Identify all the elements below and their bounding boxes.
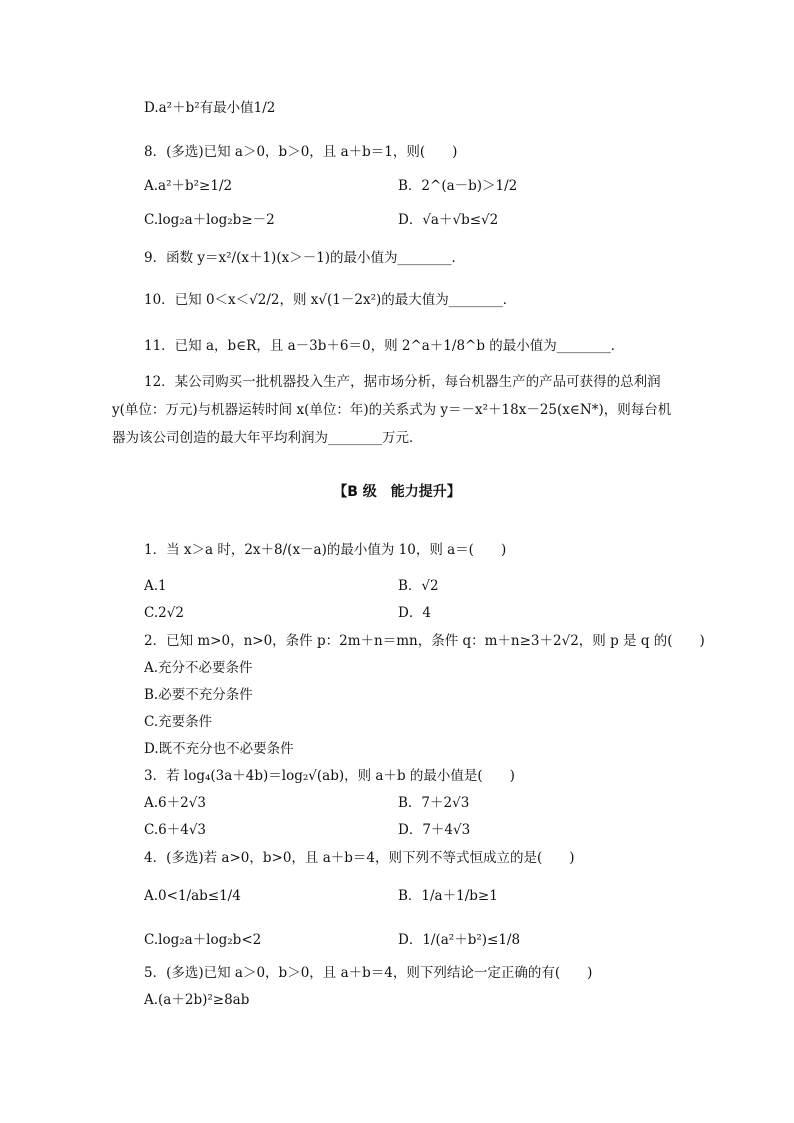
b5-option-a: A.(a＋2b)²≥8ab [144, 992, 250, 1008]
b1-option-a: A.1 [144, 578, 167, 594]
b1-option-b: B．√2 [398, 578, 439, 594]
b3-stem: 3．若 log₄(3a＋4b)＝log₂√(ab)，则 a＋b 的最小值是( ) [144, 768, 515, 784]
b4-option-a: A.0<1/ab≤1/4 [144, 888, 241, 904]
q9-stem: 9．函数 y＝x²/(x＋1)(x＞－1)的最小值为________． [144, 250, 466, 266]
q12-line-1: 12．某公司购买一批机器投入生产，据市场分析，每台机器生产的产品可获得的总利润 [144, 374, 661, 390]
b3-option-b: B．7＋2√3 [398, 795, 470, 811]
b2-option-b: B.必要不充分条件 [144, 687, 253, 703]
b4-option-c: C.log₂a＋log₂b<2 [144, 932, 262, 948]
q11-stem: 11．已知 a，b∈R，且 a－3b＋6＝0，则 2^a＋1/8^b 的最小值为________． [144, 338, 625, 354]
b4-stem: 4．(多选)若 a>0，b>0，且 a＋b＝4，则下列不等式恒成立的是( ) [144, 850, 575, 866]
b1-stem: 1．当 x＞a 时，2x＋8/(x－a)的最小值为 10，则 a＝( ) [144, 542, 507, 558]
b4-option-d: D．1/(a²＋b²)≤1/8 [398, 932, 521, 948]
b2-option-a: A.充分不必要条件 [144, 660, 253, 676]
b1-option-d: D．4 [398, 605, 431, 621]
q8-option-d: D．√a＋√b≤√2 [398, 212, 499, 228]
q12-line-2: y(单位：万元)与机器运转时间 x(单位：年)的关系式为 y＝－x²＋18x－25(x∈N*)，则每台机 [112, 402, 672, 418]
b5-stem: 5．(多选)已知 a＞0，b＞0，且 a＋b＝4，则下列结论一定正确的有( ) [144, 965, 593, 981]
b1-option-c: C.2√2 [144, 605, 184, 621]
q8-stem: 8．(多选)已知 a＞0，b＞0，且 a＋b＝1，则( ) [144, 144, 458, 160]
q10-stem: 10．已知 0＜x＜√2/2，则 x√(1－2x²)的最大值为________． [144, 292, 517, 308]
b3-option-d: D．7＋4√3 [398, 822, 471, 838]
b3-option-c: C.6＋4√3 [144, 822, 207, 838]
q8-option-c: C.log₂a＋log₂b≥－2 [144, 212, 275, 228]
section-title-b: 【B 级 能力提升】 [333, 484, 461, 500]
b4-option-b: B．1/a＋1/b≥1 [398, 888, 498, 904]
b2-stem: 2．已知 m>0，n>0，条件 p：2m＋n＝mn，条件 q：m＋n≥3＋2√2，则 p 是 q 的( ) [144, 633, 705, 649]
q12-line-3: 器为该公司创造的最大年平均利润为________万元． [112, 430, 423, 446]
b3-option-a: A.6＋2√3 [144, 795, 206, 811]
q8-option-a: A.a²＋b²≥1/2 [144, 178, 233, 194]
b2-option-d: D.既不充分也不必要条件 [144, 741, 294, 757]
b2-option-c: C.充要条件 [144, 714, 213, 730]
q8-option-b: B．2^(a－b)＞1/2 [398, 178, 518, 194]
q7-option-d: D.a²＋b²有最小值1/2 [144, 100, 276, 116]
